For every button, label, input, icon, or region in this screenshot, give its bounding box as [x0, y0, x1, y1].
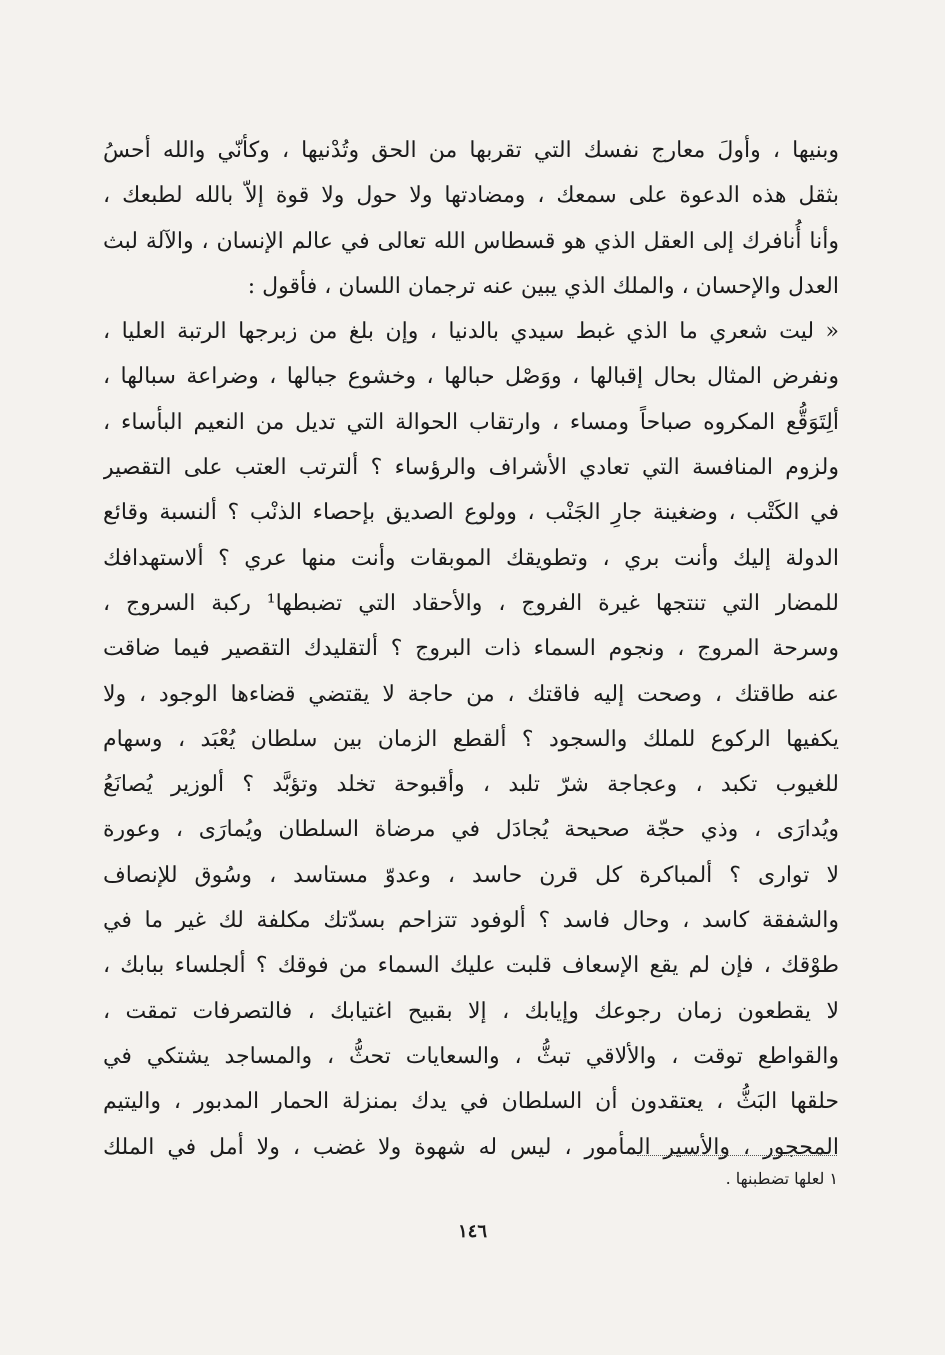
text-line-4: العدل والإحسان ، والملك الذي يبين عنه ترجمان اللسان ، فأقول :	[247, 273, 839, 299]
text-line-16: ويُدارَى ، وذي حجّة صحيحة يُجادَل في مرضاة السلطان ويُمارَى ، وعورة	[103, 817, 839, 843]
text-line-21: والقواطع توقت ، والألاقي تبثُّ ، والسعايات تحثُّ ، والمساجد يشتكي في	[103, 1043, 839, 1069]
text-line-8: ولزوم المنافسة التي تعادي الأشراف والرؤساء ؟ ألترتب العتب على التقصير	[103, 455, 839, 481]
text-line-23: المحجور ، والأسير المأمور ، ليس له شهوة ولا غضب ، ولا أمل في الملك	[103, 1134, 839, 1160]
text-line-6: ونفرض المثال بحال إقبالها ، ووَصْل حبالها ، وخشوع جبالها ، وضراعة سبالها ،	[103, 364, 839, 390]
text-line-13: عنه طاقتك ، وصحت إليه فاقتك ، من حاجة لا يقتضي قضاءها الوجود ، ولا	[103, 681, 839, 707]
text-line-15: للغيوب تكبد ، وعجاجة شرّ تلبد ، وأقبوحة تخلد وتؤبَّد ؟ ألوزير يُصانَعُ	[103, 772, 839, 798]
footnote-divider	[637, 1155, 837, 1156]
text-line-12: وسرحة المروج ، ونجوم السماء ذات البروج ؟ ألتقليدك التقصير فيما ضاقت	[103, 636, 839, 662]
text-line-3: وأنا أُنافرك إلى العقل الذي هو قسطاس الله تعالى في عالم الإنسان ، والآلة لبث	[103, 228, 839, 254]
text-line-20: لا يقطعون زمان رجوعك وإيابك ، إلا بقبيح اغتيابك ، فالتصرفات تمقت ،	[103, 998, 839, 1024]
text-line-19: طوْقك ، فإن لم يقع الإسعاف قلبت عليك السماء من فوقك ؟ ألجلساء ببابك ،	[103, 953, 839, 979]
text-line-9: في الكَتْب ، وضغينة جارِ الجَنْب ، وولوع الصديق بإحصاء الذنْب ؟ ألنسبة وقائع	[103, 500, 839, 526]
text-line-11: للمضار التي تنتجها غيرة الفروج ، والأحقاد التي تضبطها¹ ركبة السروج ،	[103, 590, 839, 616]
text-line-7: ألِتَوَقُّع المكروه صباحاً ومساء ، وارتقاب الحوالة التي تديل من النعيم البأساء ،	[103, 409, 839, 435]
body-text	[103, 128, 839, 1170]
text-line-22: حلقها البَثُّ ، يعتقدون أن السلطان في يدك بمنزلة الحمار المدبور ، واليتيم	[103, 1089, 839, 1115]
text-line-10: الدولة إليك وأنت بري ، وتطويقك الموبقات وأنت منها عري ؟ ألاستهدافك	[103, 545, 839, 571]
text-line-14: يكفيها الركوع للملك والسجود ؟ ألقطع الزمان بين سلطان يُعْبَد ، وسهام	[103, 726, 839, 752]
text-line-18: والشفقة كاسد ، وحال فاسد ؟ ألوفود تتزاحم بسدّتك مكلفة لك غير ما في	[103, 908, 839, 934]
text-line-2: بثقل هذه الدعوة على سمعك ، ومضادتها ولا حول ولا قوة إلاّ بالله لطبعك ،	[103, 183, 839, 209]
text-line-17: لا توارى ؟ ألمباكرة كل قرن حاسد ، وعدوّ مستاسد ، وسُوق للإنصاف	[103, 862, 839, 888]
text-line-1: وبنيها ، وأولَ معارج نفسك التي تقربها من الحق وتُدْنيها ، وكأنّي والله أحسُ	[103, 138, 839, 163]
page-number: ١٤٦	[457, 1221, 487, 1242]
footnote: ١ لعلها تضطبنها .	[725, 1169, 838, 1188]
text-line-5: « ليت شعري ما الذي غبط سيدي بالدنيا ، وإن بلغ من زبرجها الرتبة العليا ،	[103, 319, 839, 345]
